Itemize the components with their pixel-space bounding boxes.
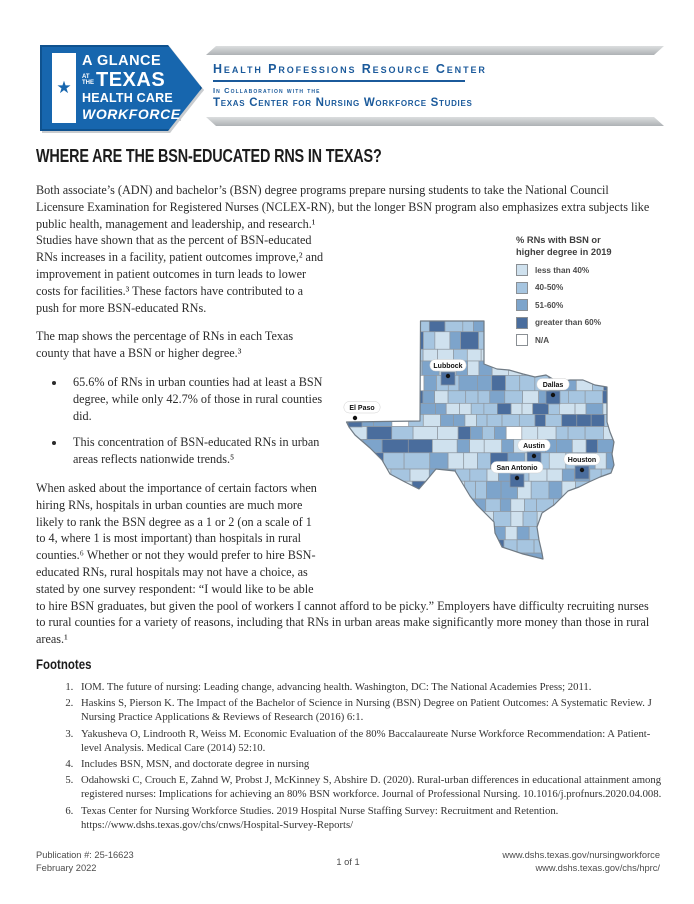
legend-item <box>516 264 646 276</box>
texas-map-figure <box>330 219 660 595</box>
org-header <box>206 46 664 126</box>
footnote-item: 1. IOM. The future of nursing: Leading change, advancing health. Washington, DC: The National Academies Press; 2011. <box>76 680 662 694</box>
svg-text:El Paso: El Paso <box>349 405 375 412</box>
svg-text:Lubbock: Lubbock <box>433 363 463 370</box>
paragraph-2: The map shows the percentage of RNs in each Texas county that have a BSN or higher degree.³ <box>36 329 294 361</box>
svg-text:Austin: Austin <box>523 443 545 450</box>
logo-texas: TEXAS <box>96 68 166 91</box>
publication-number: Publication #: 25-16623 <box>36 850 134 860</box>
svg-text:Houston: Houston <box>567 457 597 464</box>
legend-item <box>516 282 646 294</box>
svg-text:San Antonio: San Antonio <box>496 465 538 472</box>
logo-line-a-glance: A GLANCE <box>82 53 162 69</box>
workforce-logo <box>40 45 202 131</box>
logo-health-care: HEALTH CARE <box>82 90 173 105</box>
footnotes-heading: Footnotes <box>36 656 92 672</box>
header-divider-bottom <box>206 117 664 126</box>
org-rule <box>213 80 465 82</box>
legend-label: greater than 60% <box>535 318 601 327</box>
page-footer <box>36 849 660 879</box>
footer-links-block <box>502 849 660 875</box>
legend-label: N/A <box>535 335 550 345</box>
footer-url-nursingworkforce: www.dshs.texas.gov/nursingworkforce <box>502 850 660 860</box>
float-spacer <box>659 182 660 219</box>
star-icon: ★ <box>56 78 72 98</box>
org-subtitle: Texas Center for Nursing Workforce Studies <box>213 97 473 109</box>
legend-label: less than 40% <box>535 265 590 275</box>
footnote-item: 4. Includes BSN, MSN, and doctorate degree in nursing <box>76 757 662 771</box>
bullet-item: • 65.6% of RNs in urban counties had at least a BSN degree, while only 42.7% of those in rural counties did. <box>66 374 660 424</box>
city-marker-el-paso <box>344 402 380 421</box>
legend-label: 51-60% <box>535 300 564 310</box>
org-title: Health Professions Resource Center <box>213 62 487 76</box>
svg-text:Dallas: Dallas <box>542 382 564 389</box>
legend-swatch <box>516 282 528 294</box>
footnote-item: 2. Haskins S, Pierson K. The Impact of the Bachelor of Science in Nursing (BSN) Degree on Patient Outcomes: A Systematic Review. J Nursing Practice Applications & Reviews of Research (2016) 6:1. <box>76 696 662 724</box>
bullet-item: • This concentration of BSN-educated RNs in urban areas reflects nationwide trends.⁵ <box>66 434 660 468</box>
legend-swatch <box>516 299 528 311</box>
page-title: WHERE ARE THE BSN-EDUCATED RNS IN TEXAS? <box>36 146 382 166</box>
page-number: 1 of 1 <box>336 857 360 867</box>
footnote-item: 5. Odahowski C, Crouch E, Zahnd W, Probst J, McKinney S, Abshire D. (2020). Rural-urban differences in educational attainment among registered nurses: Implications for achieving an 80% BSN workforce. Journal of Professional Nursing. 10.1016/j.profnurs.2020.04.008. <box>76 773 662 801</box>
footnote-item: 3. Yakusheva O, Lindrooth R, Weiss M. Economic Evaluation of the 80% Baccalaureate Nurse Workforce Recommendation: A Patient-level Analysis. Medical Care (2014) 52:10. <box>76 727 662 755</box>
footnotes-section <box>36 656 662 834</box>
legend-item <box>516 299 646 311</box>
texas-choropleth-map <box>346 321 618 559</box>
footnote-item: 6. Texas Center for Nursing Workforce Studies. 2019 Hospital Nurse Staffing Survey: Recruitment and Retention. https://www.dshs.texas.gov/chs/cnws/Hospital-Survey-Reports/ <box>76 804 662 832</box>
footnotes-list <box>36 680 662 832</box>
legend-label: 40-50% <box>535 283 564 292</box>
logo-workforce: WORKFORCE <box>82 106 181 122</box>
logo-at-the: AT THE <box>82 73 94 86</box>
logo-text <box>82 53 181 122</box>
article <box>36 146 660 660</box>
header-divider-top <box>206 46 664 55</box>
paragraph-1: Both associate’s (ADN) and bachelor’s (BSN) degree programs prepare nursing students to take the National Council Licensure Examination for Registered Nurses (NCLEX-RN), but the longer BSN program also emphasizes extra subjects like public health, management and leadership, and research.¹ Studies have shown that as the percent of BSN-educated RNs increases in a facility, patient outcomes improve,² and improvement in patient outcomes in turn leads to lower costs for facilities.³ These factors have contributed to a push for more BSN-educated RNs. <box>36 183 650 315</box>
legend-swatch <box>516 264 528 276</box>
paragraph-3: When asked about the importance of certain factors when hiring RNs, hospitals in urban counties are much more likely to rank the BSN degree as a 1 or 2 (on a scale of 1 to 4, where 1 is most important) than hospitals in rural counties.⁶ Whether or not they would prefer to hire BSN-educated RNs, rural hospitals may not have a choice, as stated by one survey respondent: “I would like to be able to hire BSN graduates, but given the pool of workers I cannot afford to be picky.” Employers have difficulty recruiting nurses to rural counties for a variety of reasons, including that RNs in urban areas make significantly more money than those in rural areas.¹ <box>36 480 650 647</box>
footer-url-hprc: www.dshs.texas.gov/chs/hprc/ <box>535 863 660 873</box>
texas-flag-stripe <box>52 53 76 123</box>
map-legend-title: % RNs with BSN or higher degree in 2019 <box>516 235 612 257</box>
org-collab: In Collaboration with the <box>213 86 321 95</box>
publication-date: February 2022 <box>36 863 97 873</box>
